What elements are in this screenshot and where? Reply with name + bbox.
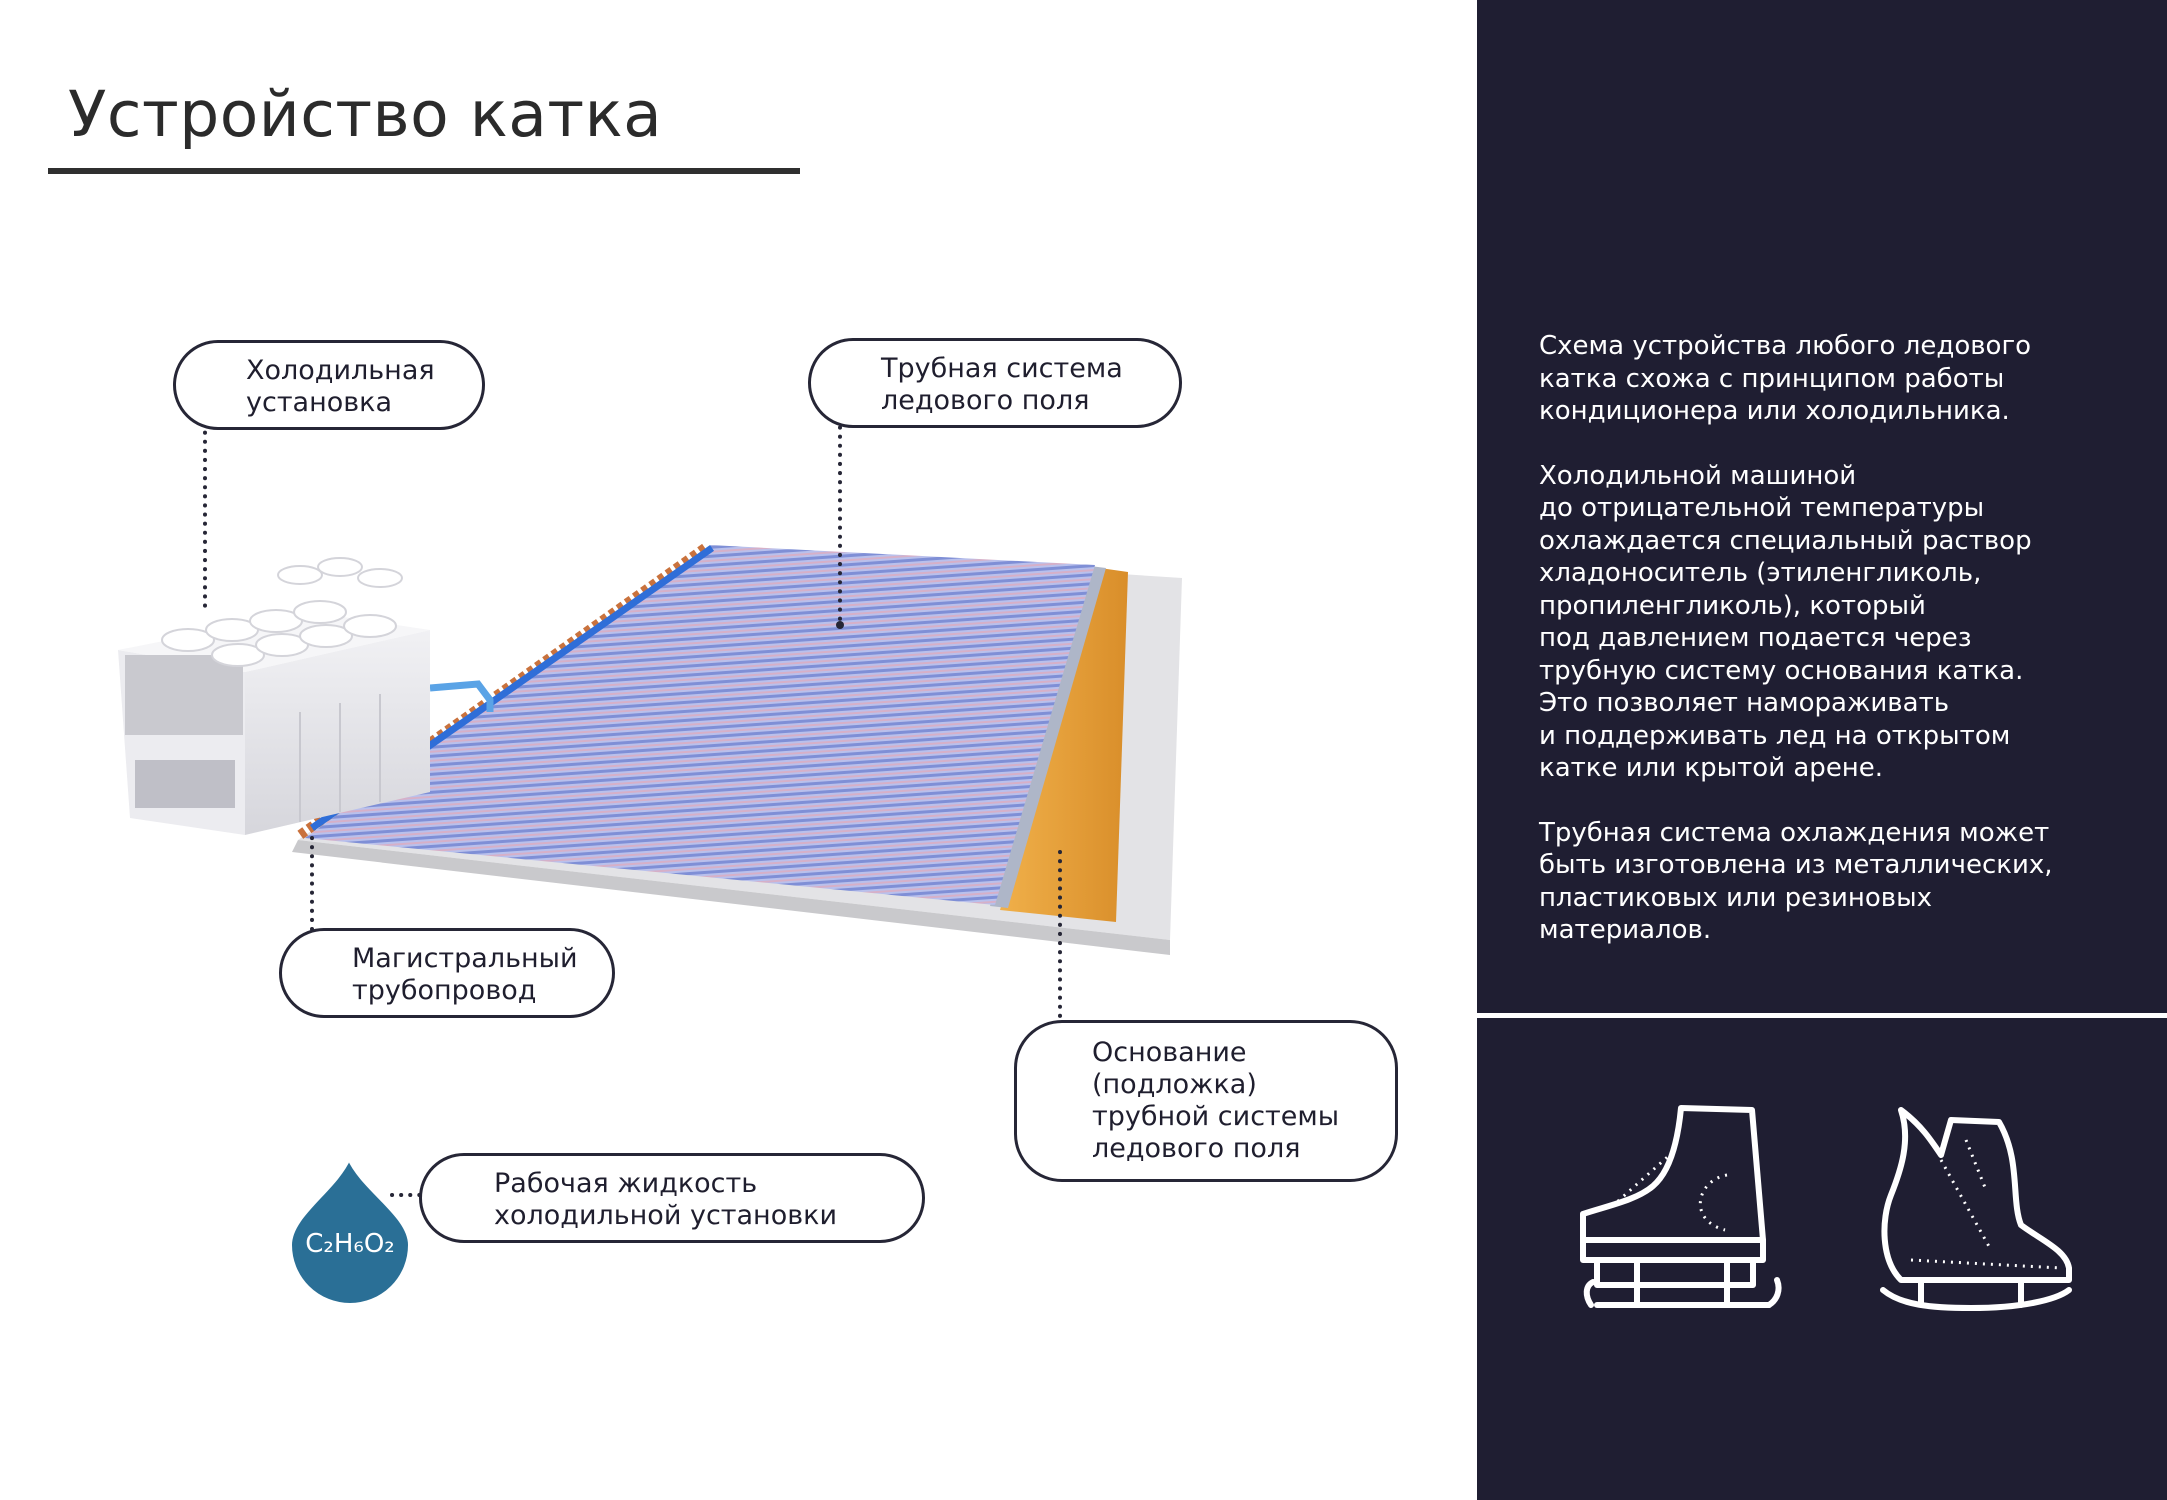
callout-main-pipeline — [279, 928, 615, 1018]
callout-base — [1014, 1020, 1398, 1182]
formula-label: C₂H₆O₂ — [305, 1229, 395, 1259]
callout-pipe-system — [808, 338, 1182, 428]
callout-fluid — [419, 1153, 925, 1243]
figure-skate-icon — [1577, 1100, 1787, 1315]
callout-fluid-text: Рабочая жидкость холодильной установки — [494, 1168, 837, 1231]
callout-chiller-text: Холодильная установка — [246, 355, 435, 418]
callout-base-text: Основание (подложка) трубной системы ледового поля — [1092, 1037, 1340, 1164]
sidebar-paragraph: Холодильной машиной до отрицательной температуры охлаждается специальный раствор хладоноситель (этиленгликоль, пропиленгликоль), который под давлением подается через трубную систему основания катка. Это позволяет намораживать и поддерживать лед на открытом катке или крытой арене. — [1539, 460, 2032, 783]
page-title: Устройство катка — [68, 78, 663, 151]
sidebar-description — [1539, 330, 2129, 979]
sidebar-paragraph: Схема устройства любого ледового катка схожа с принципом работы кондиционера или холодильника. — [1539, 331, 2032, 426]
callout-main-pipeline-text: Магистральный трубопровод — [352, 943, 578, 1006]
chiller-unit — [118, 558, 430, 835]
callout-pipe-system-text: Трубная система ледового поля — [881, 353, 1123, 416]
callout-chiller — [173, 340, 485, 430]
sidebar-paragraph: Трубная система охлаждения может быть изготовлена из металлических, пластиковых или резиновых материалов. — [1539, 817, 2053, 945]
info-sidebar — [1477, 0, 2167, 1500]
sidebar-divider — [1477, 1013, 2167, 1018]
hockey-skate-icon — [1871, 1100, 2081, 1315]
